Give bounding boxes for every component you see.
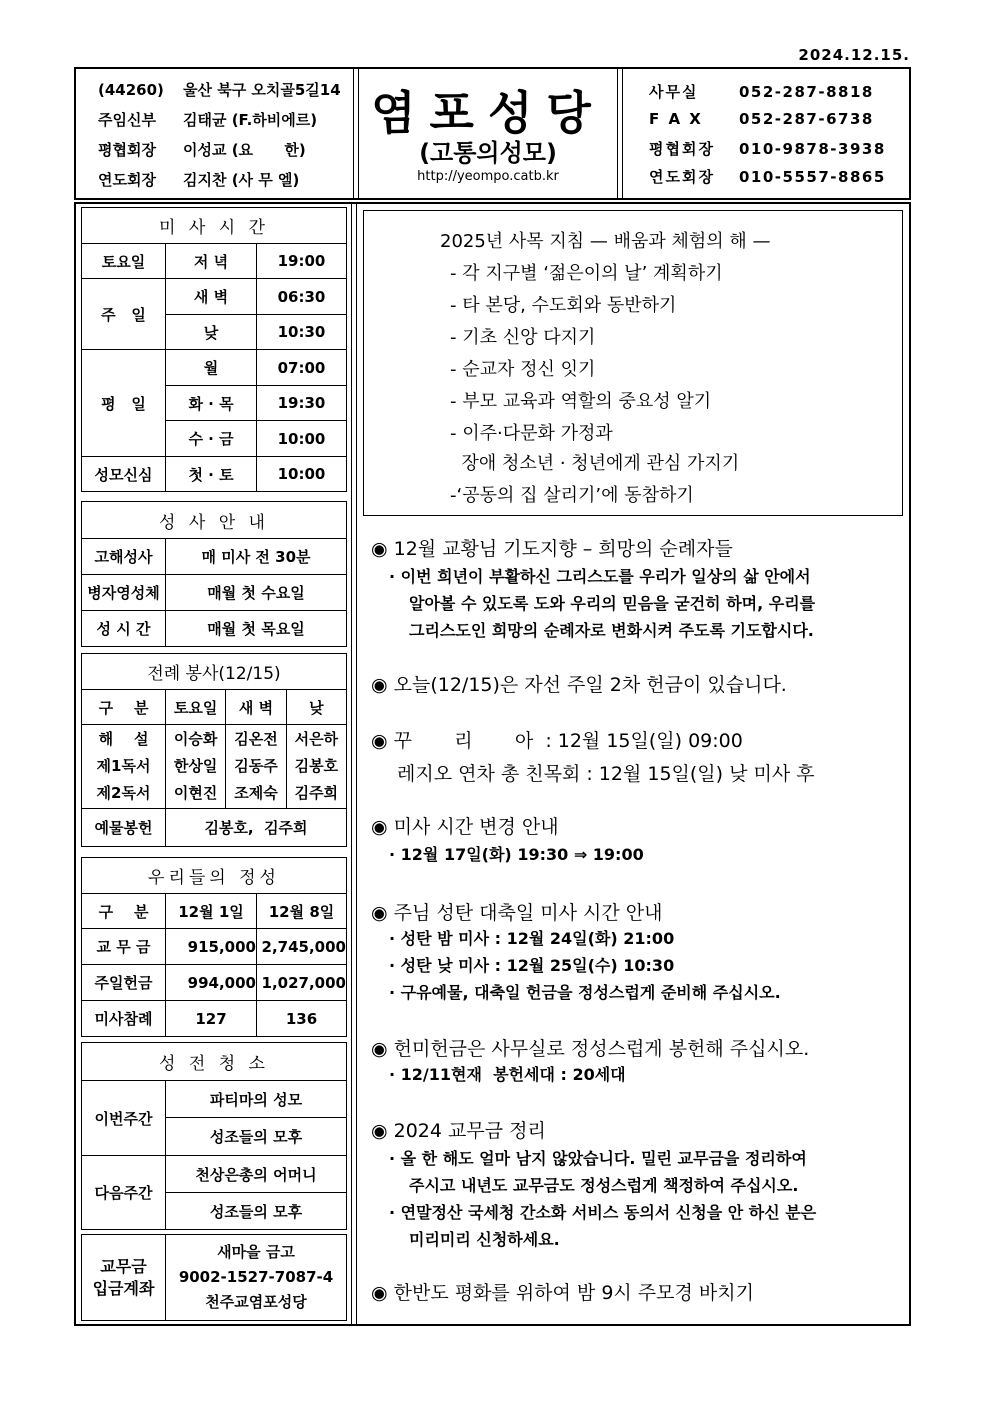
- cell: [226, 725, 286, 809]
- header-contacts: [622, 69, 909, 198]
- cell: 파티마의 성모: [166, 1081, 347, 1118]
- cell: 성모신심: [82, 457, 166, 492]
- cell: 새 벽: [166, 279, 257, 315]
- mass-times-title: 미 사 시 간: [82, 208, 347, 244]
- cell: 이번주간: [82, 1081, 166, 1156]
- left-column: [76, 204, 352, 1324]
- cell: 136: [257, 1001, 347, 1037]
- notice-christmas-mass: [371, 898, 781, 1006]
- sacraments-title: 성 사 안 내: [82, 502, 347, 539]
- notice-heading: ◉ 한반도 평화를 위하여 밤 9시 주모경 바치기: [371, 1282, 754, 1304]
- cleaning-table: [81, 1042, 347, 1230]
- account-table: [81, 1234, 347, 1321]
- cell: 매월 첫 수요일: [166, 575, 347, 611]
- cell: 성조들의 모후: [166, 1118, 347, 1156]
- prayer-president-row: 연도회장 김지찬 (사 무 엘): [98, 171, 300, 189]
- cell: [82, 725, 166, 809]
- cell: 12월 1일: [166, 894, 257, 929]
- notice-line: · 12/11현재 봉헌세대 : 20세대: [389, 1065, 626, 1084]
- notice-peace-prayer: [371, 1278, 754, 1305]
- cell: 김봉호: [294, 757, 339, 775]
- cell: 1,027,000: [257, 965, 347, 1001]
- cell: 새마을 금고: [217, 1243, 295, 1261]
- cell: 제2독서: [96, 784, 151, 802]
- cell: 제1독서: [96, 757, 151, 775]
- notice-heading: ◉ 오늘(12/15)은 자선 주일 2차 헌금이 있습니다.: [371, 674, 787, 696]
- guideline-item: - 순교자 정신 잇기: [450, 359, 596, 380]
- notice-tithe: [371, 1116, 816, 1253]
- cell: 매 미사 전 30분: [166, 539, 347, 575]
- offering-table: [81, 857, 347, 1037]
- cell: 주일헌금: [82, 965, 166, 1001]
- fax-row: F A X 052-287-6738: [649, 110, 874, 128]
- notice-heading: ◉ 꾸 리 아 : 12월 15일(일) 09:00: [371, 730, 743, 752]
- cell: 19:30: [257, 386, 347, 421]
- cell: 한상일: [173, 757, 218, 775]
- guideline-item: - 타 본당, 수도회와 동반하기: [450, 295, 677, 316]
- church-url[interactable]: http://yeompo.catb.kr: [417, 169, 559, 184]
- cell: 첫 · 토: [166, 457, 257, 492]
- cell: 서은하: [294, 730, 339, 748]
- header: [74, 67, 911, 200]
- notice-heading: 레지오 연차 총 친목회 : 12월 15일(일) 낮 미사 후: [397, 763, 815, 785]
- notice-line: · 올 한 해도 얼마 남지 않았습니다. 밀린 교무금을 정리하여: [389, 1149, 807, 1168]
- notice-heading: ◉ 12월 교황님 기도지향 – 희망의 순례자들: [371, 538, 733, 560]
- cell: 성 시 간: [82, 611, 166, 647]
- cleaning-title: 성 전 청 소: [82, 1043, 347, 1081]
- cell: 입금계좌: [92, 1278, 155, 1298]
- cell: 김온전: [234, 730, 278, 748]
- cell: [166, 725, 226, 809]
- council-phone-row: 평협회장 010-9878-3938: [649, 140, 886, 158]
- notice-curia: [371, 726, 815, 786]
- bulletin-body: [74, 202, 911, 1326]
- header-title-block: [358, 69, 618, 198]
- cell: 화 · 목: [166, 386, 257, 421]
- notice-mass-time-change: [371, 812, 644, 868]
- cell: 10:30: [257, 315, 347, 350]
- issue-date: 2024.12.15.: [798, 46, 910, 64]
- cell: 주 일: [82, 279, 166, 350]
- notice-heading: ◉ 헌미헌금은 사무실로 정성스럽게 봉헌해 주십시오.: [371, 1038, 810, 1060]
- cell: 월: [166, 350, 257, 386]
- church-subtitle: (고통의성모): [419, 139, 557, 167]
- notice-pope-intention: [371, 534, 815, 644]
- cell: 해 설: [98, 730, 149, 748]
- liturgy-service-table: [81, 653, 347, 847]
- cell: 127: [166, 1001, 257, 1037]
- cell: 12월 8일: [257, 894, 347, 929]
- cell: 2,745,000: [257, 929, 347, 965]
- guideline-item: - 기초 신앙 다지기: [450, 327, 596, 348]
- cell: 성조들의 모후: [166, 1193, 347, 1230]
- notice-line: · 구유예물, 대축일 헌금을 정성스럽게 준비해 주십시오.: [389, 983, 781, 1002]
- notice-line: 미리미리 신청하세요.: [409, 1230, 560, 1249]
- cell: 구 분: [82, 894, 166, 929]
- guideline-item: - 부모 교육과 역할의 중요성 알기: [450, 391, 712, 412]
- cell: 구 분: [82, 690, 166, 725]
- cell: 10:00: [257, 457, 347, 492]
- guideline-item: - 각 지구별 ‘젊은이의 날’ 계획하기: [450, 263, 723, 284]
- notice-heading: ◉ 미사 시간 변경 안내: [371, 816, 559, 838]
- cell: 김봉호, 김주희: [166, 809, 347, 847]
- cell: 병자영성체: [82, 575, 166, 611]
- notice-line: · 연말정산 국세청 간소화 서비스 동의서 신청을 안 하신 분은: [389, 1203, 817, 1222]
- cell: 다음주간: [82, 1156, 166, 1230]
- cell: 조제숙: [234, 784, 278, 802]
- church-name: 염포성당: [371, 86, 605, 140]
- cell: 천주교염포성당: [205, 1293, 307, 1311]
- cell: 9002-1527-7087-4: [178, 1268, 334, 1286]
- guideline-item: - 이주·다문화 가정과: [450, 423, 613, 444]
- right-column: [356, 204, 909, 1324]
- cell: 10:00: [257, 421, 347, 457]
- cell: 낮: [286, 690, 346, 725]
- mass-times-table: [81, 207, 347, 492]
- cell: 낮: [166, 315, 257, 350]
- cell: [166, 1235, 347, 1321]
- cell: 교무금: [100, 1256, 147, 1276]
- guideline-item: 장애 청소년 · 청년에게 관심 가지기: [450, 453, 740, 474]
- cell: 06:30: [257, 279, 347, 315]
- cell: 994,000: [166, 965, 257, 1001]
- notice-line: 알아볼 수 있도록 도와 우리의 믿음을 굳건히 하며, 우리를: [409, 594, 816, 613]
- pastor-row: 주임신부 김태균 (F.하비에르): [98, 111, 318, 129]
- sacraments-table: [81, 501, 347, 647]
- notice-line: · 이번 희년이 부활하신 그리스도를 우리가 일상의 삶 안에서: [389, 567, 811, 586]
- offering-title: 우리들의 정성: [82, 858, 347, 894]
- cell: 교 무 금: [82, 929, 166, 965]
- cell: 이현진: [173, 784, 218, 802]
- address-row: (44260) 울산 북구 오치골5길14: [98, 81, 341, 99]
- cell: 수 · 금: [166, 421, 257, 457]
- cell: 미사참례: [82, 1001, 166, 1037]
- notice-rice-offering: [371, 1034, 809, 1088]
- prayer-phone-row: 연도회장 010-5557-8865: [649, 168, 886, 186]
- office-phone-row: 사무실 052-287-8818: [649, 83, 874, 101]
- guideline-item: -‘공동의 집 살리기’에 동참하기: [450, 485, 694, 506]
- cell: 07:00: [257, 350, 347, 386]
- cell: 고해성사: [82, 539, 166, 575]
- notice-line: · 성탄 낮 미사 : 12월 25일(수) 10:30: [389, 956, 675, 975]
- cell: 예물봉헌: [82, 809, 166, 847]
- cell: 김동주: [234, 757, 278, 775]
- cell: 천상은총의 어머니: [166, 1156, 347, 1193]
- cell: [286, 725, 346, 809]
- notice-line: 그리스도인 희망의 순례자로 변화시켜 주도록 기도합시다.: [409, 621, 814, 640]
- header-info: [76, 69, 354, 198]
- cell: 19:00: [257, 244, 347, 279]
- pastoral-guidelines-box: [363, 210, 903, 516]
- cell: 매월 첫 목요일: [166, 611, 347, 647]
- cell: 이승화: [173, 730, 218, 748]
- cell: 915,000: [166, 929, 257, 965]
- cell: 저 녁: [166, 244, 257, 279]
- notice-line: · 성탄 밤 미사 : 12월 24일(화) 21:00: [389, 929, 675, 948]
- notice-heading: ◉ 주님 성탄 대축일 미사 시간 안내: [371, 902, 663, 924]
- notice-heading: ◉ 2024 교무금 정리: [371, 1120, 546, 1142]
- cell: 토요일: [82, 244, 166, 279]
- pastoral-guidelines-heading: 2025년 사목 지침 — 배움과 체험의 해 —: [440, 231, 771, 252]
- liturgy-title: 전례 봉사(12/15): [82, 654, 347, 690]
- cell: 평 일: [82, 350, 166, 457]
- council-president-row: 평협회장 이성교 (요 한): [98, 141, 306, 159]
- cell: 토요일: [166, 690, 226, 725]
- notice-line: 주시고 내년도 교무금도 정성스럽게 책정하여 주십시오.: [409, 1176, 799, 1195]
- cell: 새 벽: [226, 690, 286, 725]
- notice-line: · 12월 17일(화) 19:30 ⇒ 19:00: [389, 845, 644, 864]
- cell: 김주희: [294, 784, 339, 802]
- cell: [82, 1235, 166, 1321]
- notice-charity-sunday: [371, 670, 787, 697]
